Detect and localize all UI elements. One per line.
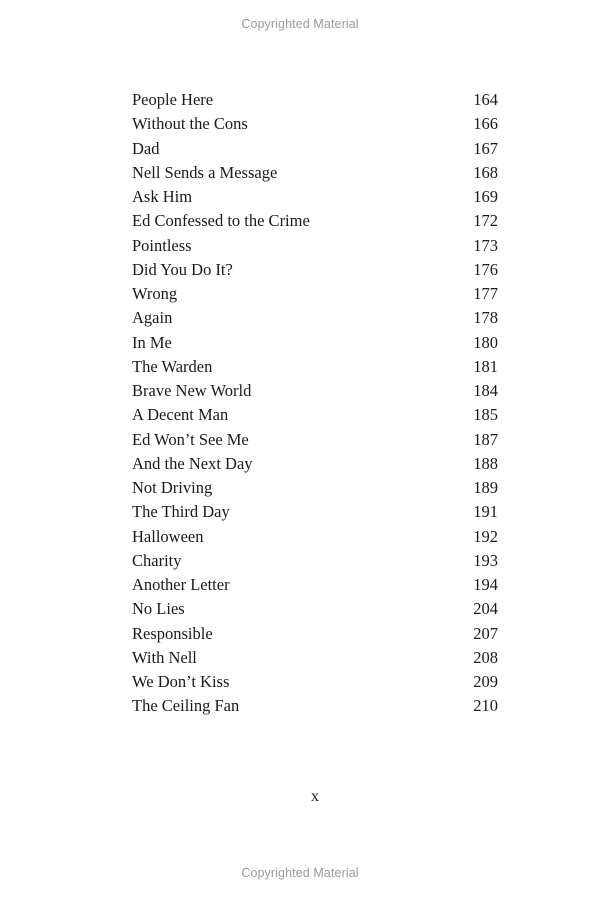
toc-entry — [132, 646, 498, 670]
toc-entry-page-number: 187 — [473, 429, 498, 449]
toc-entry-title: Dad — [132, 138, 160, 158]
toc-entry-title: We Don’t Kiss — [132, 672, 230, 691]
toc-entry-title: Ed Confessed to the Crime — [132, 211, 310, 231]
toc-entry — [132, 428, 498, 452]
toc-entry — [132, 403, 498, 427]
toc-entry-page-number: 180 — [473, 332, 498, 352]
toc-entry-page-number: 184 — [473, 381, 498, 400]
toc-entry — [132, 476, 498, 500]
toc-entry — [132, 258, 498, 282]
toc-entry — [132, 379, 498, 403]
toc-entry — [132, 331, 498, 355]
toc-entry-title: No Lies — [132, 599, 185, 619]
toc-entry-page-number: 173 — [473, 235, 498, 255]
toc-entry-page-number: 189 — [473, 478, 498, 497]
toc-entry-title: Responsible — [132, 623, 213, 643]
toc-entry-title: Halloween — [132, 526, 204, 546]
toc-entry-page-number: 207 — [473, 623, 498, 643]
toc-entry-title: People Here — [132, 90, 214, 109]
toc-entry — [132, 282, 498, 306]
toc-entry-title: Ask Him — [132, 187, 193, 206]
toc-entry-title: A Decent Man — [132, 405, 229, 425]
copyright-watermark-bottom: Copyrighted Material — [241, 866, 359, 880]
toc-entry — [132, 88, 498, 112]
toc-entry-title: And the Next Day — [132, 453, 253, 473]
toc-entry-page-number: 166 — [473, 114, 498, 134]
table-of-contents — [132, 88, 498, 719]
toc-entry-page-number: 168 — [473, 162, 498, 182]
toc-entry-title: Brave New World — [132, 381, 252, 400]
toc-entry — [132, 694, 498, 718]
toc-entry — [132, 622, 498, 646]
toc-entry-title: The Warden — [132, 356, 213, 376]
toc-entry-title: Pointless — [132, 235, 192, 255]
toc-entry-page-number: 169 — [473, 187, 498, 206]
toc-entry-page-number: 167 — [473, 138, 498, 158]
toc-entry-page-number: 208 — [473, 647, 498, 667]
toc-entry — [132, 525, 498, 549]
toc-entry — [132, 597, 498, 621]
toc-entry-title: Did You Do It? — [132, 259, 233, 279]
toc-entry-page-number: 181 — [473, 356, 498, 376]
toc-entry-title: The Ceiling Fan — [132, 696, 240, 716]
toc-entry — [132, 573, 498, 597]
toc-entry-title: Nell Sends a Message — [132, 162, 278, 182]
toc-entry — [132, 234, 498, 258]
toc-entry-page-number: 172 — [473, 211, 498, 231]
toc-entry-page-number: 193 — [473, 550, 498, 570]
toc-entry-title: Without the Cons — [132, 114, 248, 134]
toc-entry — [132, 670, 498, 694]
toc-entry-page-number: 204 — [473, 599, 498, 619]
toc-entry-title: The Third Day — [132, 502, 230, 522]
toc-entry-title: Ed Won’t See Me — [132, 429, 249, 449]
toc-entry — [132, 549, 498, 573]
toc-entry — [132, 306, 498, 330]
toc-entry — [132, 355, 498, 379]
copyright-watermark-top: Copyrighted Material — [241, 17, 359, 31]
toc-entry-page-number: 177 — [473, 284, 498, 303]
toc-entry-page-number: 210 — [473, 696, 498, 716]
toc-entry-page-number: 164 — [473, 90, 498, 109]
toc-entry — [132, 500, 498, 524]
toc-entry-title: Wrong — [132, 284, 178, 303]
toc-entry-title: With Nell — [132, 647, 197, 667]
toc-entry-title: Again — [132, 308, 173, 328]
toc-entry-page-number: 194 — [473, 575, 498, 594]
toc-entry — [132, 185, 498, 209]
toc-entry-page-number: 185 — [473, 405, 498, 425]
toc-entry-page-number: 209 — [473, 672, 498, 691]
toc-entry — [132, 137, 498, 161]
toc-entry — [132, 209, 498, 233]
toc-entry-page-number: 191 — [473, 502, 498, 522]
toc-entry — [132, 112, 498, 136]
toc-entry-page-number: 176 — [473, 259, 498, 279]
toc-entry-title: Another Letter — [132, 575, 230, 594]
toc-entry-title: In Me — [132, 332, 172, 352]
toc-entry-page-number: 188 — [473, 453, 498, 473]
toc-entry — [132, 452, 498, 476]
toc-entry-title: Not Driving — [132, 478, 213, 497]
toc-entry-page-number: 178 — [473, 308, 498, 328]
toc-entry-title: Charity — [132, 550, 182, 570]
page-number: x — [311, 788, 319, 805]
toc-entry — [132, 161, 498, 185]
toc-entry-page-number: 192 — [473, 526, 498, 546]
